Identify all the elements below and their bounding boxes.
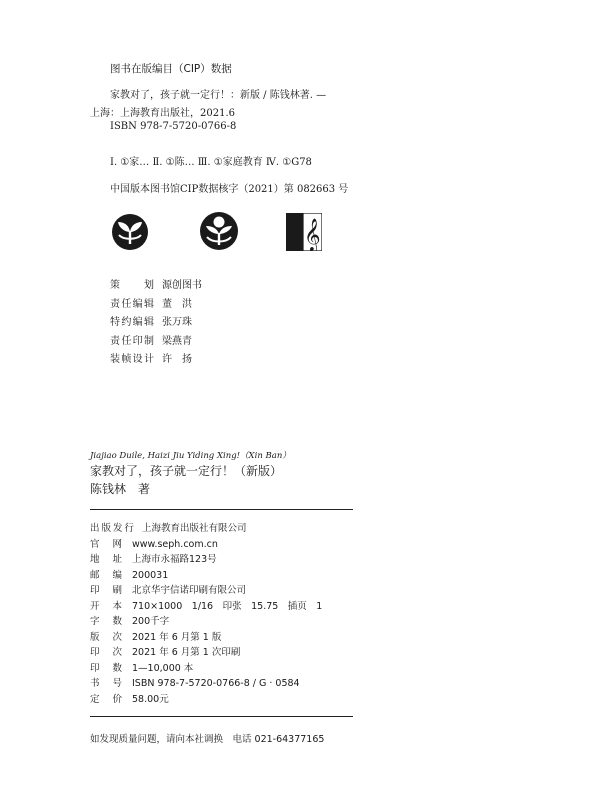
pub-row bbox=[90, 661, 322, 677]
credit-value: 梁燕青 bbox=[162, 335, 192, 347]
pub-value: 200031 bbox=[132, 569, 169, 581]
pub-value: 北京华宇信诺印刷有限公司 bbox=[132, 585, 247, 596]
credits-list bbox=[110, 277, 202, 370]
cip-classification-line: Ⅰ. ①家… Ⅱ. ①陈… Ⅲ. ①家庭教育 Ⅳ. ①G78 bbox=[110, 157, 312, 168]
pub-label: 字数 bbox=[90, 616, 122, 627]
credit-label: 策划 bbox=[110, 280, 154, 291]
pub-value: 200千字 bbox=[132, 616, 170, 627]
pub-row bbox=[90, 614, 322, 630]
top-divider bbox=[90, 509, 353, 510]
publisher-sprout-logo bbox=[111, 213, 149, 251]
pub-label: 开本 bbox=[90, 600, 122, 612]
pub-label: 官网 bbox=[90, 538, 122, 550]
book-title: 家教对了，孩子就一定行！（新版） bbox=[90, 464, 283, 478]
pub-label: 书号 bbox=[90, 678, 122, 689]
pub-row bbox=[90, 521, 322, 537]
cip-record-number: 中国版本图书馆CIP数据核字（2021）第 082663 号 bbox=[110, 184, 349, 195]
pub-row bbox=[90, 630, 322, 646]
pub-label: 印次 bbox=[90, 647, 122, 658]
credit-row bbox=[110, 333, 202, 352]
credit-row bbox=[110, 351, 202, 370]
music-clef-logo bbox=[286, 213, 322, 251]
credit-label: 特约编辑 bbox=[110, 317, 154, 328]
pub-value: 710×1000 1/16 印张 15.75 插页 1 bbox=[132, 600, 323, 612]
pub-value: www.seph.com.cn bbox=[132, 538, 218, 550]
book-title-pinyin: Jiajiao Duile, Haizi Jiu Yiding Xing!（Xin Ban） bbox=[90, 451, 291, 461]
pub-label: 地址 bbox=[90, 554, 122, 565]
cip-title-line: 家教对了，孩子就一定行！：新版 / 陈钱林著. — bbox=[110, 90, 327, 101]
pub-value: 1—10,000 本 bbox=[132, 662, 194, 674]
credit-value: 源创图书 bbox=[162, 280, 202, 291]
pub-row bbox=[90, 552, 322, 568]
credit-value: 张万珠 bbox=[162, 317, 192, 328]
pub-label: 印刷 bbox=[90, 585, 122, 596]
pub-label: 定价 bbox=[90, 693, 122, 705]
publisher-globe-logo bbox=[199, 211, 239, 251]
credit-row bbox=[110, 296, 202, 315]
publication-details bbox=[90, 521, 322, 707]
bottom-divider bbox=[90, 716, 353, 717]
pub-value: ISBN 978-7-5720-0766-8 / G · 0584 bbox=[132, 678, 300, 689]
pub-value: 58.00元 bbox=[132, 693, 169, 705]
credit-label: 责任印制 bbox=[110, 335, 154, 347]
credit-label: 责任编辑 bbox=[110, 298, 154, 310]
pub-value: 上海教育出版社有限公司 bbox=[142, 523, 247, 534]
pub-value: 2021 年 6 月第 1 次印刷 bbox=[132, 647, 241, 658]
quality-notice: 如发现质量问题，请向本社调换 电话 021-64377165 bbox=[90, 734, 325, 745]
pub-label: 出版发行 bbox=[90, 523, 134, 534]
cip-heading: 图书在版编目（CIP）数据 bbox=[110, 63, 232, 75]
credit-label: 装帧设计 bbox=[110, 354, 154, 365]
svg-text:𝄞: 𝄞 bbox=[304, 218, 321, 251]
credit-value: 董 洪 bbox=[162, 298, 192, 310]
pub-value: 上海市永福路123号 bbox=[132, 554, 217, 565]
book-author: 陈钱林 著 bbox=[90, 482, 151, 496]
credit-value: 许 扬 bbox=[162, 354, 192, 365]
cip-isbn-line: ISBN 978-7-5720-0766-8 bbox=[110, 121, 237, 132]
pub-value: 2021 年 6 月第 1 版 bbox=[132, 631, 222, 643]
pub-row bbox=[90, 537, 322, 553]
pub-label: 邮编 bbox=[90, 569, 122, 581]
pub-label: 印数 bbox=[90, 662, 122, 674]
credit-row bbox=[110, 277, 202, 296]
pub-row bbox=[90, 676, 322, 692]
pub-row bbox=[90, 645, 322, 661]
pub-row bbox=[90, 692, 322, 708]
cip-publisher-line: 上海：上海教育出版社，2021.6 bbox=[90, 108, 235, 119]
credit-row bbox=[110, 314, 202, 333]
pub-label: 版次 bbox=[90, 631, 122, 643]
pub-row bbox=[90, 583, 322, 599]
pub-row bbox=[90, 599, 322, 615]
pub-row bbox=[90, 568, 322, 584]
